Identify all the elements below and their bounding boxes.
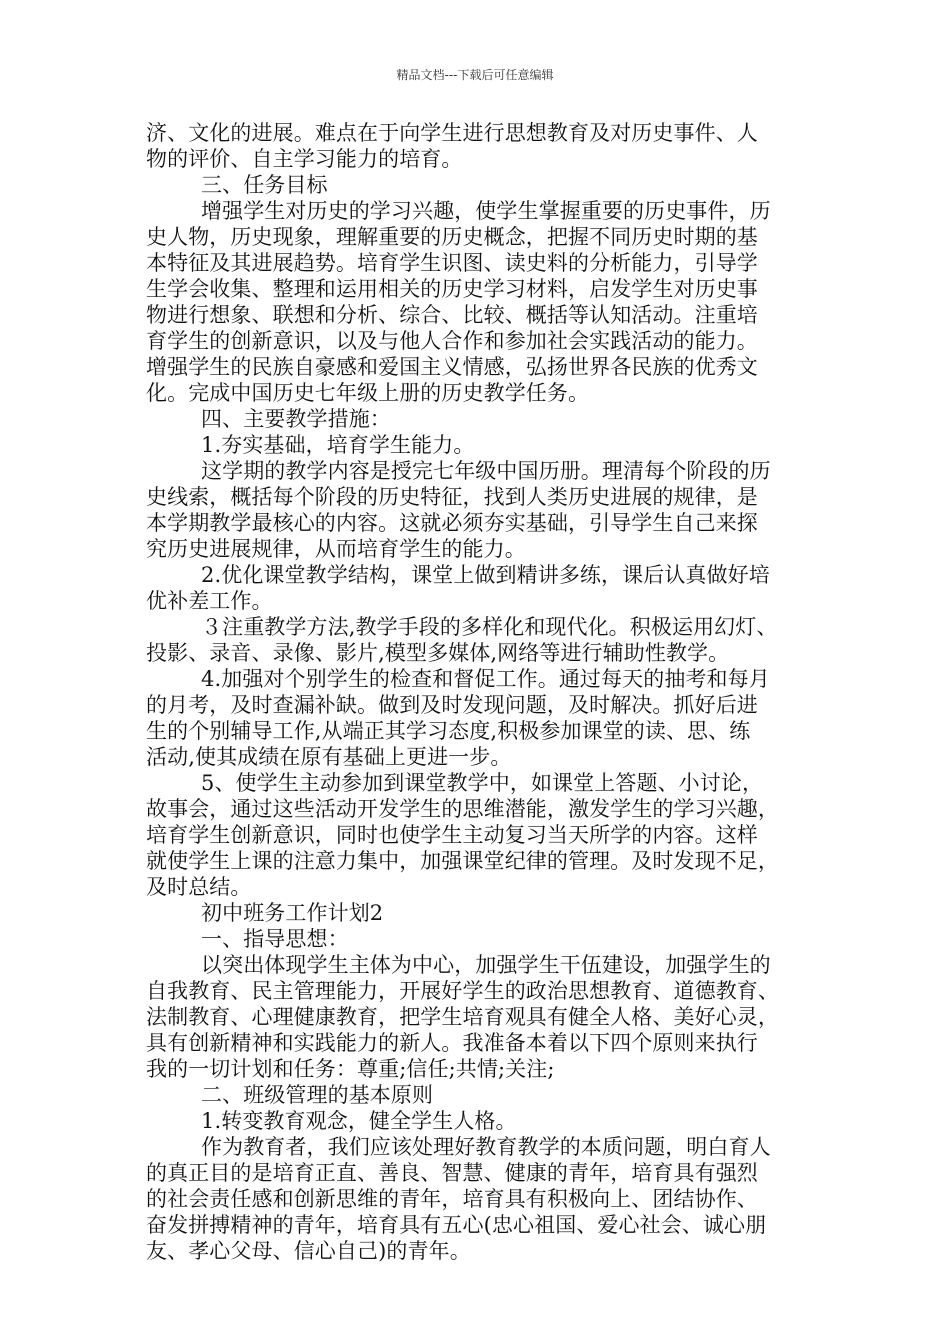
- text-line: 奋发拼搏精神的青年，培育具有五心(忠心祖国、爱心社会、诚心朋: [146, 1213, 767, 1237]
- document-body: [146, 120, 826, 1264]
- text-line: 史线索，概括每个阶段的历史特征，找到人类历史进展的规律，是: [146, 485, 758, 509]
- text-line: 史人物，历史现象，理解重要的历史概念，把握不同历史时期的基: [146, 225, 758, 249]
- text-line: 活动,使其成绩在原有基础上更进一步。: [146, 745, 512, 769]
- text-line: 本特征及其进展趋势。培育学生识图、读史料的分析能力，引导学: [146, 251, 758, 275]
- text-line: 育学生的创新意识，以及与他人合作和参加社会实践活动的能力。: [146, 329, 758, 353]
- text-line: 增强学生对历史的学习兴趣，使学生掌握重要的历史事件，历: [201, 199, 771, 223]
- text-line: 化。完成中国历史七年级上册的历史教学任务。: [146, 381, 590, 405]
- text-line: 故事会，通过这些活动开发学生的思维潜能，激发学生的学习兴趣，: [146, 797, 779, 821]
- text-line: 的月考，及时查漏补缺。做到及时发现问题，及时解决。抓好后进: [146, 693, 758, 717]
- text-line: 2.优化课堂教学结构，课堂上做到精讲多练，课后认真做好培: [201, 563, 770, 587]
- text-line: 四、主要教学措施：: [201, 407, 391, 431]
- text-line: 投影、录音、录像、影片,模型多媒体,网络等进行辅助性教学。: [146, 641, 730, 665]
- text-line: 4.加强对个别学生的检查和督促工作。通过每天的抽考和每月: [201, 667, 770, 691]
- text-line: 生学会收集、整理和运用相关的历史学习材料，启发学生对历史事: [146, 277, 758, 301]
- text-line: 本学期教学最核心的内容。这就必须夯实基础，引导学生自己来探: [146, 511, 758, 535]
- text-line: 的社会责任感和创新思维的青年，培育具有积极向上、团结协作、: [146, 1187, 758, 1211]
- text-line: 优补差工作。: [146, 589, 273, 613]
- text-line: 增强学生的民族自豪感和爱国主义情感，弘扬世界各民族的优秀文: [146, 355, 758, 379]
- text-line: 我的一切计划和任务：尊重;信任;共情;关注;: [146, 1057, 555, 1081]
- text-line: 1.夯实基础，培育学生能力。: [201, 433, 475, 457]
- text-line: 法制教育、心理健康教育，把学生培育观具有健全人格、美好心灵，: [146, 1005, 779, 1029]
- text-line: 培育学生创新意识，同时也使学生主动复习当天所学的内容。这样: [146, 823, 758, 847]
- text-line: 三、任务目标: [201, 173, 328, 197]
- text-line: 作为教育者，我们应该处理好教育教学的本质问题，明白育人: [201, 1135, 771, 1159]
- text-line: ３注重教学方法,教学手段的多样化和现代化。积极运用幻灯、: [201, 615, 778, 639]
- text-line: 生的个别辅导工作,从端正其学习态度,积极参加课堂的读、思、练: [146, 719, 751, 743]
- text-line: 自我教育、民主管理能力，开展好学生的政治思想教育、道德教育、: [146, 979, 779, 1003]
- text-line: 这学期的教学内容是授完七年级中国历册。理清每个阶段的历: [201, 459, 771, 483]
- text-line: 1.转变教育观念，健全学生人格。: [201, 1109, 517, 1133]
- text-line: 及时总结。: [146, 875, 252, 899]
- text-line: 就使学生上课的注意力集中，加强课堂纪律的管理。及时发现不足，: [146, 849, 779, 873]
- text-line: 初中班务工作计划2: [201, 901, 384, 925]
- text-line: 友、孝心父母、信心自己)的青年。: [146, 1239, 471, 1263]
- text-line: 具有创新精神和实践能力的新人。我准备本着以下四个原则来执行: [146, 1031, 758, 1055]
- text-line: 究历史进展规律，从而培育学生的能力。: [146, 537, 526, 561]
- text-line: 济、文化的进展。难点在于向学生进行思想教育及对历史事件、人: [146, 121, 758, 145]
- text-line: 物进行想象、联想和分析、综合、比较、概括等认知活动。注重培: [146, 303, 758, 327]
- text-line: 一、指导思想：: [201, 927, 349, 951]
- page-header: 精品文档---下载后可任意编辑: [396, 68, 554, 82]
- text-line: 物的评价、自主学习能力的培育。: [146, 147, 463, 171]
- text-line: 5、使学生主动参加到课堂教学中，如课堂上答题、小讨论，: [201, 771, 764, 795]
- text-line: 的真正目的是培育正直、善良、智慧、健康的青年，培育具有强烈: [146, 1161, 758, 1185]
- text-line: 二、班级管理的基本原则: [201, 1083, 434, 1107]
- text-line: 以突出体现学生主体为中心，加强学生干伍建设，加强学生的: [201, 953, 771, 977]
